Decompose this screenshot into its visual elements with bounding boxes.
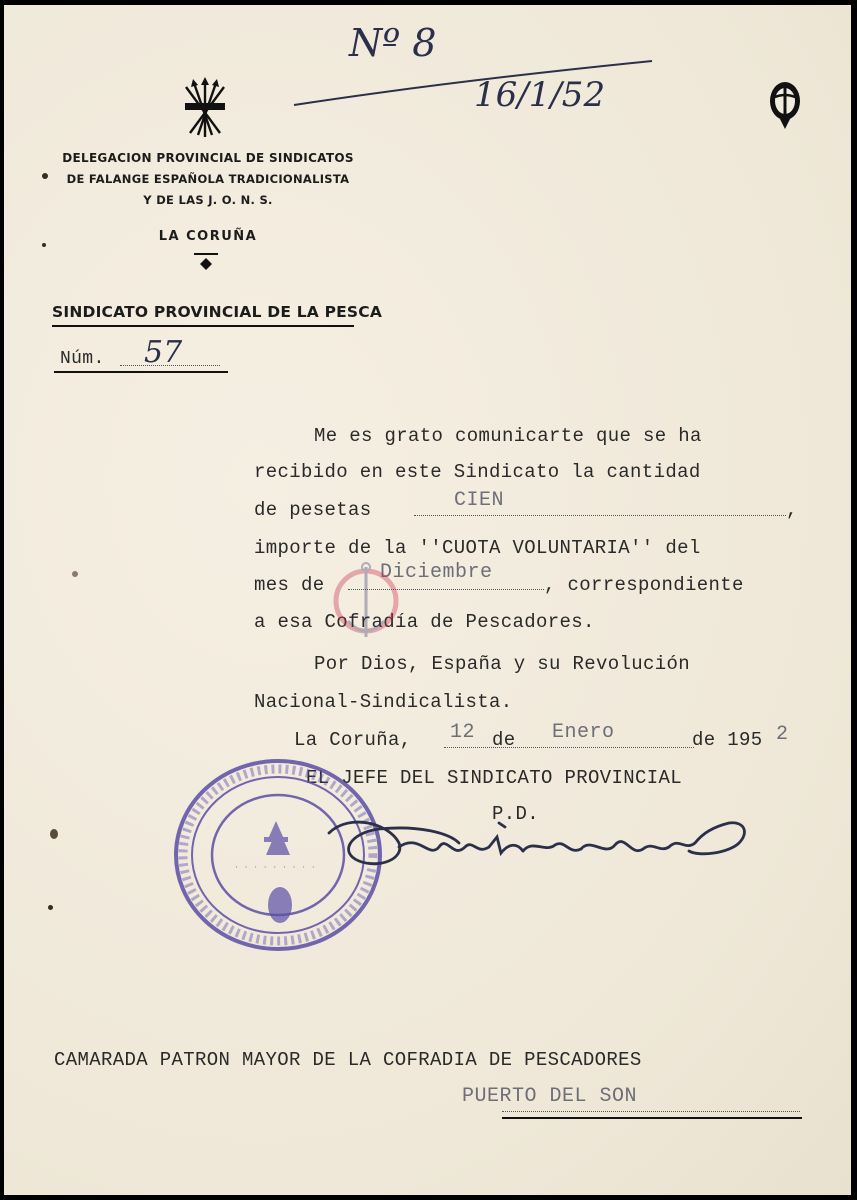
paper-speck <box>50 829 58 839</box>
body-line-3a: de pesetas <box>254 499 372 521</box>
diamond-icon <box>199 257 213 271</box>
paper-speck <box>42 173 48 179</box>
shield-emblem-icon <box>768 79 802 131</box>
amount-dotted-line <box>414 515 786 516</box>
closing-place: La Coruña, <box>294 729 412 751</box>
body-line-3b: , <box>786 499 798 521</box>
closing-de-1: de <box>492 729 516 751</box>
signature-icon <box>319 803 759 883</box>
svg-text:· · · · · · · · ·: · · · · · · · · · <box>234 863 316 872</box>
body-line-5b: , correspondiente <box>544 574 744 596</box>
body-line-8: Nacional-Sindicalista. <box>254 691 513 713</box>
sindicato-title: SINDICATO PROVINCIAL DE LA PESCA <box>52 303 383 321</box>
watermark-logo-icon <box>330 557 402 647</box>
body-line-4: importe de la ''CUOTA VOLUNTARIA'' del <box>254 537 701 559</box>
body-line-7: Por Dios, España y su Revolución <box>314 653 691 675</box>
paper-speck <box>42 243 46 247</box>
handwritten-num: 57 <box>144 335 183 370</box>
num-label: Núm. <box>60 349 105 369</box>
sindicato-underline <box>52 325 354 327</box>
letterhead-line-1: DELEGACION PROVINCIAL DE SINDICATOS <box>62 151 354 165</box>
addressee-place: PUERTO DEL SON <box>462 1085 638 1108</box>
date-dotted-line <box>444 747 694 748</box>
addressee-line-1: CAMARADA PATRON MAYOR DE LA COFRADIA DE PESCADORES <box>54 1049 642 1071</box>
handwritten-date: 16/1/52 <box>474 75 606 115</box>
body-line-6: a esa Cofradía de Pescadores. <box>254 611 595 633</box>
closing-de-2: de 195 <box>692 729 763 751</box>
amount-value: CIEN <box>454 489 505 512</box>
handwritten-number: Nº 8 <box>349 21 437 65</box>
letterhead-line-2: DE FALANGE ESPAÑOLA TRADICIONALISTA <box>66 172 350 186</box>
paper-speck <box>48 905 53 910</box>
letterhead-line-3: Y DE LAS J. O. N. S. <box>143 193 273 207</box>
closing-year-digit: 2 <box>776 723 789 746</box>
closing-pd: P.D. <box>492 803 540 825</box>
divider <box>194 253 218 255</box>
addressee-underline <box>502 1117 802 1119</box>
month-value: Diciembre <box>380 561 493 584</box>
closing-title: EL JEFE DEL SINDICATO PROVINCIAL <box>306 767 683 789</box>
body-line-2: recibido en este Sindicato la cantidad <box>254 461 701 483</box>
body-line-5a: mes de <box>254 574 325 596</box>
body-line-1: Me es grato comunicarte que se ha <box>314 425 702 447</box>
yoke-and-arrows-icon <box>182 77 228 139</box>
closing-month: Enero <box>552 721 615 744</box>
letterhead-city: LA CORUÑA <box>158 229 258 244</box>
num-underline <box>54 371 228 373</box>
addressee-dotted-line <box>502 1111 800 1112</box>
paper-speck <box>72 571 78 577</box>
document-page <box>4 5 851 1195</box>
closing-day: 12 <box>450 721 476 744</box>
